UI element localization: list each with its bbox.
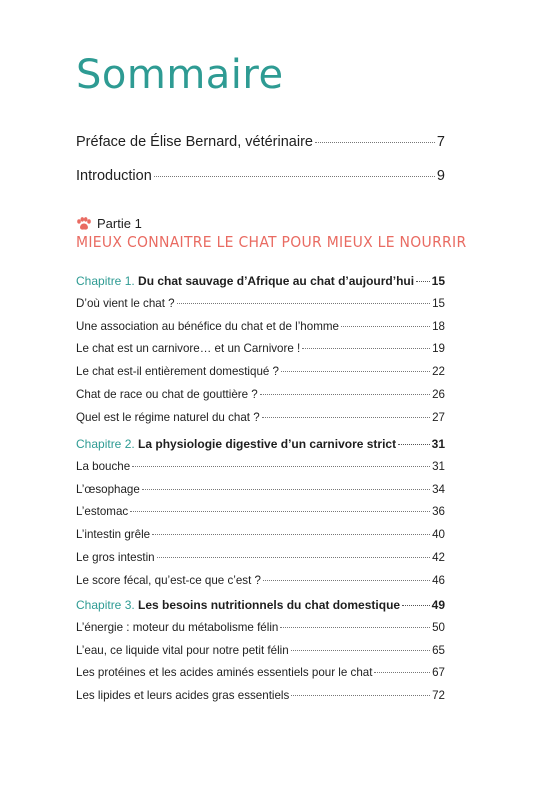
chapter-title: La physiologie digestive d’un carnivore strict (134, 437, 397, 451)
toc-page: 72 (432, 689, 445, 703)
toc-label: Les lipides et leurs acides gras essentiels (76, 689, 290, 703)
paw-icon (76, 217, 92, 231)
page-title: Sommaire (76, 52, 284, 98)
toc-entry[interactable] (76, 528, 445, 541)
toc-introduction[interactable] (76, 168, 445, 184)
toc-label: Chat de race ou chat de gouttière ? (76, 388, 258, 401)
toc-entry[interactable] (76, 460, 445, 473)
toc-page: 67 (432, 666, 445, 680)
leader-dots (142, 489, 430, 490)
leader-dots (416, 281, 430, 282)
chapter-number: Chapitre 1. (76, 274, 135, 288)
toc-entry[interactable] (76, 411, 445, 424)
leader-dots (398, 444, 430, 445)
chapter-title: Les besoins nutritionnels du chat domestique (134, 598, 401, 612)
chapter-number: Chapitre 3. (76, 598, 135, 612)
toc-entry[interactable] (76, 320, 445, 333)
toc-page: 31 (431, 437, 445, 451)
toc-label: Les protéines et les acides aminés essentiels pour le chat (76, 666, 373, 680)
toc-entry[interactable] (76, 644, 445, 657)
toc-label: L’œsophage (76, 482, 140, 496)
toc-entry[interactable] (76, 505, 445, 518)
toc-page: 15 (431, 274, 445, 288)
leader-dots (130, 511, 430, 512)
chapter-heading (76, 598, 400, 612)
toc-page: 7 (436, 134, 445, 150)
toc-page: 19 (432, 342, 445, 356)
toc-chapter-1[interactable] (76, 274, 445, 288)
toc-page: 36 (432, 505, 445, 519)
toc-page: 26 (432, 388, 445, 401)
toc-entry[interactable] (76, 574, 445, 587)
toc-label: Le chat est un carnivore… et un Carnivore ! (76, 342, 301, 356)
toc-label: L’estomac (76, 505, 129, 519)
chapter-title: Du chat sauvage d’Afrique au chat d’aujourd’hui (134, 274, 415, 288)
toc-page: 46 (432, 573, 445, 587)
toc-page: 27 (432, 410, 445, 424)
toc-chapter-3[interactable] (76, 598, 445, 612)
part-label (76, 216, 142, 231)
toc-entry[interactable] (76, 483, 445, 496)
toc-page: 15 (432, 296, 445, 310)
toc-page: 31 (432, 459, 445, 473)
toc-entry[interactable] (76, 689, 445, 702)
toc-preface[interactable] (76, 134, 445, 150)
toc-label: Introduction (76, 168, 152, 184)
leader-dots (157, 557, 430, 558)
leader-dots (374, 672, 430, 673)
leader-dots (260, 394, 430, 395)
toc-page: 65 (432, 643, 445, 657)
leader-dots (291, 695, 430, 696)
leader-dots (281, 371, 430, 372)
leader-dots (402, 605, 430, 606)
toc-label: Une association au bénéfice du chat et de l’homme (76, 319, 339, 333)
toc-entry[interactable] (76, 388, 445, 401)
toc-page: 18 (432, 319, 445, 333)
toc-page: 50 (432, 620, 445, 634)
leader-dots (315, 142, 435, 143)
toc-page: 42 (432, 551, 445, 564)
chapter-number: Chapitre 2. (76, 437, 135, 451)
toc-label: Le chat est-il entièrement domestiqué ? (76, 365, 280, 379)
leader-dots (154, 176, 435, 177)
toc-label: Préface de Élise Bernard, vétérinaire (76, 134, 313, 150)
toc-page: 49 (431, 598, 445, 612)
toc-page: 9 (436, 168, 445, 184)
part-title: MIEUX CONNAITRE LE CHAT POUR MIEUX LE NOURRIR (76, 233, 467, 251)
toc-entry[interactable] (76, 365, 445, 378)
toc-label: Le score fécal, qu’est-ce que c’est ? (76, 573, 261, 587)
toc-label: Le gros intestin (76, 551, 155, 564)
toc-page: 40 (432, 528, 445, 542)
leader-dots (341, 326, 430, 327)
leader-dots (302, 348, 430, 349)
toc-entry[interactable] (76, 551, 445, 564)
toc-entry[interactable] (76, 621, 445, 634)
leader-dots (177, 303, 430, 304)
leader-dots (280, 627, 430, 628)
leader-dots (132, 466, 430, 467)
leader-dots (291, 650, 430, 651)
toc-label: La bouche (76, 459, 131, 473)
toc-entry[interactable] (76, 666, 445, 679)
toc-page: 34 (432, 482, 445, 496)
toc-label: L’intestin grêle (76, 528, 151, 542)
chapter-heading (76, 274, 414, 288)
toc-chapter-2[interactable] (76, 437, 445, 451)
toc-entry[interactable] (76, 342, 445, 355)
toc-label: L’eau, ce liquide vital pour notre petit félin (76, 643, 289, 657)
toc-label: L’énergie : moteur du métabolisme félin (76, 620, 279, 634)
toc-label: Quel est le régime naturel du chat ? (76, 410, 260, 424)
leader-dots (262, 417, 430, 418)
toc-page: 22 (432, 365, 445, 379)
leader-dots (263, 580, 430, 581)
toc-entry[interactable] (76, 297, 445, 310)
part-number: Partie 1 (97, 216, 142, 231)
chapter-heading (76, 437, 396, 451)
leader-dots (152, 534, 430, 535)
toc-label: D’où vient le chat ? (76, 296, 175, 310)
